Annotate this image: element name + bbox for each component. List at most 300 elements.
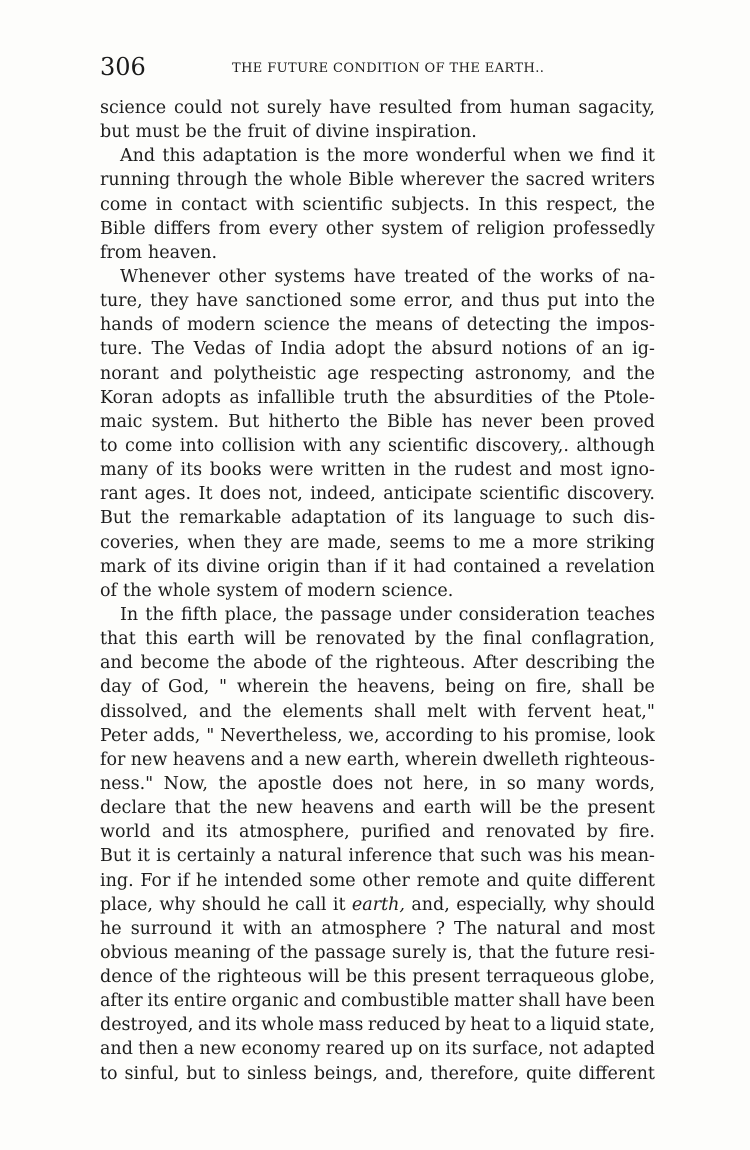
word: impos-: [596, 315, 655, 336]
word: present: [587, 798, 655, 819]
text-line: [100, 289, 655, 313]
word: be: [633, 677, 655, 698]
word: by: [586, 822, 608, 843]
word: then: [138, 1039, 179, 1060]
word: the: [326, 146, 356, 167]
word: was: [527, 846, 563, 867]
word: made,: [327, 532, 382, 553]
word: fruit: [247, 122, 287, 143]
word: religion: [476, 218, 545, 239]
word: apostle: [257, 773, 322, 794]
word: its: [235, 1015, 257, 1036]
word: we,: [348, 725, 380, 746]
word: proved: [593, 411, 655, 432]
word: atmosphere: [321, 918, 427, 939]
word: teaches: [586, 604, 655, 625]
word: inference: [348, 846, 433, 867]
word: with: [242, 918, 282, 939]
text-line: [100, 941, 655, 965]
word: its: [147, 991, 170, 1012]
word: be: [345, 967, 368, 988]
word: this: [373, 967, 407, 988]
word: intended: [224, 870, 303, 891]
word: find: [600, 146, 636, 167]
word: of: [100, 580, 118, 601]
word: a: [547, 556, 559, 577]
word: so: [506, 773, 527, 794]
word: righteous-: [564, 749, 655, 770]
word: detecting: [466, 315, 551, 336]
word: by: [414, 629, 436, 650]
word: of: [395, 508, 413, 529]
word: and: [169, 363, 203, 384]
word: should: [201, 894, 261, 915]
word: every: [268, 218, 318, 239]
word: elements: [282, 701, 364, 722]
word: of: [159, 967, 177, 988]
word: system: [216, 580, 279, 601]
text-line: [100, 603, 655, 627]
word: he: [100, 918, 122, 939]
word: new: [304, 749, 342, 770]
word: me: [478, 532, 506, 553]
text-line: [100, 482, 655, 506]
word: reduced: [367, 1015, 441, 1036]
word: wherein: [236, 677, 310, 698]
word: liquid: [550, 1015, 602, 1036]
word: And: [120, 146, 156, 167]
word: will: [307, 967, 340, 988]
word: they: [243, 532, 283, 553]
word: his: [568, 846, 595, 867]
word: that: [174, 798, 211, 819]
text-line: [100, 917, 655, 941]
word: the: [626, 291, 655, 312]
word: but: [186, 1063, 216, 1084]
word: differs: [153, 218, 211, 239]
word: earth,: [346, 749, 400, 770]
word: declare: [100, 798, 167, 819]
word: norant: [100, 363, 159, 384]
word: other: [325, 218, 374, 239]
word: whole: [289, 170, 342, 191]
word: truth: [343, 387, 389, 408]
word: adaptation: [291, 508, 387, 529]
word: an: [290, 918, 313, 939]
word: the: [566, 387, 596, 408]
word: reared: [325, 1039, 385, 1060]
word: rudest: [454, 460, 512, 481]
word: thus: [501, 291, 540, 312]
text-line: [100, 1062, 655, 1086]
word: future: [554, 942, 610, 963]
text-line: [100, 410, 655, 434]
word: economy: [241, 1039, 321, 1060]
word: as: [229, 387, 249, 408]
word: they: [150, 291, 189, 312]
word: heat: [470, 1015, 510, 1036]
word: absurd: [431, 339, 493, 360]
word: renovated: [485, 822, 576, 843]
word: and: [161, 822, 195, 843]
word: other: [218, 266, 266, 287]
word: fire.: [618, 822, 655, 843]
word: the: [559, 315, 588, 336]
word: of: [284, 580, 302, 601]
word: surface,: [472, 1039, 544, 1060]
word: promise,: [534, 725, 612, 746]
word: describing: [525, 653, 619, 674]
word: scientific: [479, 484, 560, 505]
word: seems: [389, 532, 445, 553]
word: atmosphere,: [238, 822, 350, 843]
word: science: [100, 98, 167, 118]
word: does: [219, 484, 261, 505]
word: the: [284, 604, 314, 625]
word: place,: [100, 894, 153, 915]
word: come: [125, 435, 173, 456]
word: earth,: [351, 894, 405, 915]
word: system: [381, 218, 444, 239]
word: a: [535, 1015, 547, 1036]
word: be: [520, 798, 542, 819]
word: are: [290, 532, 320, 553]
word: Koran: [100, 387, 154, 408]
word: the: [550, 798, 579, 819]
word: obvious: [100, 942, 169, 963]
text-line: [100, 265, 655, 289]
word: surround: [130, 918, 212, 939]
word: to: [222, 1063, 241, 1084]
text-line: [100, 748, 655, 772]
word: were: [269, 460, 314, 481]
word: his: [502, 725, 529, 746]
word: some: [309, 870, 356, 891]
word: the: [393, 339, 423, 360]
word: from: [459, 98, 502, 118]
word: a: [513, 532, 525, 553]
word: and: [100, 1039, 133, 1060]
word: heat,": [602, 701, 655, 722]
word: entire: [173, 991, 227, 1012]
word: Peter: [100, 725, 148, 746]
word: in: [155, 194, 173, 215]
word: the: [520, 942, 549, 963]
word: God,: [168, 677, 210, 698]
word: should: [596, 894, 655, 915]
word: into: [584, 291, 619, 312]
word: of: [575, 339, 593, 360]
word: call: [295, 894, 327, 915]
word: consideration: [458, 604, 580, 625]
word: look: [617, 725, 655, 746]
text-line: [100, 772, 655, 796]
word: that: [438, 846, 475, 867]
word: does: [332, 773, 374, 794]
text-line: [100, 651, 655, 675]
word: conflagration,: [531, 629, 655, 650]
word: India: [280, 339, 326, 360]
word: of: [155, 460, 173, 481]
word: with: [302, 435, 342, 456]
word: the: [339, 653, 368, 674]
word: it: [332, 894, 346, 915]
word: to: [479, 725, 497, 746]
word: discovery,.: [475, 435, 569, 456]
word: is,: [452, 942, 473, 963]
text-line: [100, 579, 655, 603]
word: world: [100, 822, 151, 843]
word: matter: [453, 991, 514, 1012]
word: notions: [501, 339, 567, 360]
word: day: [100, 677, 132, 698]
word: different: [578, 1063, 655, 1084]
running-head: THE FUTURE CONDITION OF THE EARTH..: [232, 61, 545, 76]
text-line: [100, 168, 655, 192]
word: ig-: [632, 339, 655, 360]
word: by: [444, 1015, 466, 1036]
word: rant: [100, 484, 138, 505]
word: many: [536, 773, 585, 794]
word: whole: [261, 1015, 314, 1036]
word: been: [540, 411, 585, 432]
text-line: [100, 506, 655, 530]
word: why: [159, 894, 196, 915]
word: Nevertheless,: [220, 725, 343, 746]
word: Ptole-: [603, 387, 655, 408]
word: sagacity,: [578, 98, 655, 118]
word: and: [100, 653, 133, 674]
text-line: [100, 893, 655, 917]
word: Bible: [348, 170, 394, 191]
word: its: [422, 508, 445, 529]
word: the: [242, 701, 272, 722]
word: the: [218, 773, 248, 794]
word: discovery.: [567, 484, 655, 505]
word: have: [329, 98, 372, 118]
word: have: [196, 291, 239, 312]
word: but: [100, 122, 130, 143]
word: with: [477, 701, 517, 722]
word: wonderful: [415, 146, 506, 167]
word: ing.: [100, 870, 134, 891]
word: and,: [411, 894, 450, 915]
word: into: [179, 435, 215, 456]
word: the: [182, 967, 211, 988]
word: Vedas: [193, 339, 246, 360]
word: ?: [435, 918, 445, 939]
word: he: [195, 870, 218, 891]
word: the: [218, 798, 248, 819]
text-line: [100, 217, 655, 241]
word: terraqueous: [486, 967, 595, 988]
word: this: [504, 194, 538, 215]
word: could: [173, 98, 223, 118]
word: meaning: [174, 942, 251, 963]
word: error,: [403, 291, 454, 312]
word: earth: [187, 629, 235, 650]
word: its: [177, 556, 199, 577]
word: hands: [100, 315, 154, 336]
word: according: [385, 725, 474, 746]
word: to: [100, 1063, 118, 1084]
word: ": [219, 677, 228, 698]
word: he: [267, 894, 289, 915]
page-number: 306: [100, 53, 146, 81]
word: of: [141, 677, 159, 698]
word: earth: [423, 798, 472, 819]
text-line: [100, 144, 655, 168]
word: it: [393, 556, 406, 577]
word: mean-: [600, 846, 655, 867]
word: final: [482, 629, 522, 650]
word: Bible: [100, 218, 146, 239]
body-text: [100, 96, 655, 1086]
word: therefore,: [430, 1063, 520, 1084]
word: purified: [360, 822, 431, 843]
word: melt: [426, 701, 467, 722]
word: the: [396, 387, 426, 408]
text-line: [100, 458, 655, 482]
word: natural: [496, 918, 561, 939]
word: resi-: [615, 942, 655, 963]
word: dissolved,: [100, 701, 188, 722]
word: Whenever: [120, 266, 210, 287]
word: if: [374, 556, 387, 577]
word: an: [601, 339, 624, 360]
word: Now,: [163, 773, 208, 794]
word: not,: [268, 484, 303, 505]
word: the: [349, 411, 378, 432]
word: a: [183, 1039, 195, 1060]
word: na-: [627, 266, 655, 287]
word: But: [228, 411, 260, 432]
text-line: [100, 869, 655, 893]
word: than: [326, 556, 367, 577]
word: its: [445, 1039, 467, 1060]
word: heaven.: [147, 242, 218, 263]
word: In: [120, 604, 139, 625]
word: contact: [181, 194, 247, 215]
word: Bible: [386, 411, 433, 432]
page-header: [100, 52, 660, 92]
word: the: [279, 942, 309, 963]
word: to: [513, 1015, 532, 1036]
word: had: [413, 556, 447, 577]
word: destroyed,: [100, 1015, 194, 1036]
word: igno-: [610, 460, 655, 481]
word: sanctioned: [245, 291, 343, 312]
word: quite: [526, 870, 572, 891]
word: and: [197, 1015, 231, 1036]
word: shall: [518, 991, 561, 1012]
word: to: [100, 435, 118, 456]
word: here,: [422, 773, 469, 794]
word: books: [209, 460, 262, 481]
word: is: [156, 846, 171, 867]
word: It: [198, 484, 213, 505]
word: words,: [595, 773, 655, 794]
text-line: [100, 193, 655, 217]
word: a: [288, 749, 300, 770]
word: globe,: [600, 967, 655, 988]
word: the: [490, 170, 520, 191]
word: place,: [224, 604, 278, 625]
word: and: [460, 291, 494, 312]
word: human: [509, 98, 571, 118]
word: most: [559, 460, 603, 481]
word: scientific: [302, 194, 383, 215]
word: ture,: [100, 291, 143, 312]
word: remarkable: [179, 508, 282, 529]
text-line: [100, 1037, 655, 1061]
text-line: [100, 844, 655, 868]
word: science: [263, 315, 330, 336]
word: be: [185, 122, 207, 143]
word: origin: [267, 556, 320, 577]
word: adaptation: [202, 146, 298, 167]
word: passage: [314, 942, 386, 963]
word: and: [382, 798, 416, 819]
word: anticipate: [383, 484, 473, 505]
word: such: [480, 846, 522, 867]
word: not: [548, 1039, 578, 1060]
word: more: [362, 146, 409, 167]
word: scientific: [387, 435, 469, 456]
word: righteous: [217, 967, 302, 988]
word: mass: [318, 1015, 364, 1036]
word: this: [162, 146, 196, 167]
word: why: [553, 894, 590, 915]
word: some: [349, 291, 397, 312]
word: ages.: [144, 484, 192, 505]
word: from: [218, 218, 261, 239]
word: new: [256, 798, 293, 819]
word: of: [153, 556, 171, 577]
word: the: [626, 363, 655, 384]
text-line: [100, 96, 655, 120]
word: writers: [591, 170, 655, 191]
word: this: [145, 629, 178, 650]
word: means: [375, 315, 433, 336]
word: adapted: [583, 1039, 655, 1060]
word: respect,: [546, 194, 618, 215]
word: collision: [221, 435, 296, 456]
word: and,: [384, 1063, 424, 1084]
word: such: [572, 508, 614, 529]
text-line: [100, 434, 655, 458]
word: combustible: [341, 991, 450, 1012]
text-line: [100, 1013, 655, 1037]
text-line: [100, 531, 655, 555]
word: divine: [206, 556, 261, 577]
word: that: [100, 629, 136, 650]
word: written: [321, 460, 386, 481]
word: present: [412, 967, 480, 988]
word: and: [519, 460, 552, 481]
word: dis-: [623, 508, 655, 529]
word: and: [441, 822, 475, 843]
word: coveries,: [100, 532, 180, 553]
word: sinful,: [124, 1063, 180, 1084]
text-line: [100, 337, 655, 361]
word: the: [445, 629, 474, 650]
word: will: [243, 629, 276, 650]
word: remote: [416, 870, 480, 891]
word: fervent: [527, 701, 592, 722]
word: has: [441, 411, 473, 432]
word: sinless: [247, 1063, 307, 1084]
